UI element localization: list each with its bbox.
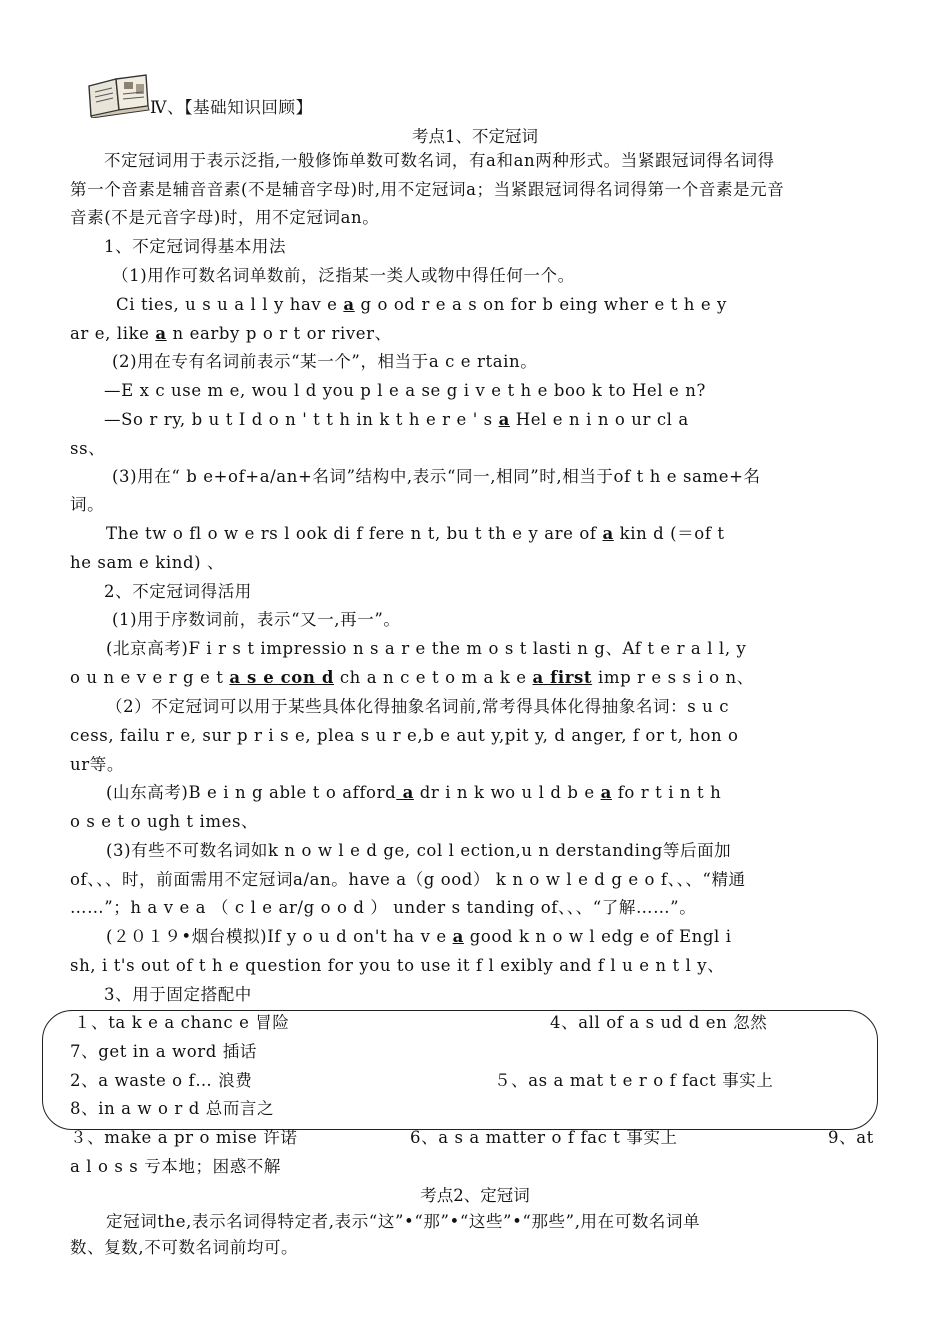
example-text: g o od r e a s on for b eing wher e t h e y xyxy=(354,295,727,314)
article-answer: a xyxy=(343,295,355,314)
point-1: （1)用作可数名词单数前，泛指某一类人或物中得任何一个。 xyxy=(112,266,575,285)
example-text: The tw o fl o w e rs l ook di f fere n t, bu t th e y are of xyxy=(106,524,603,543)
phrase-3: ３、make a pr o mise 许诺 xyxy=(70,1128,298,1147)
example-q2b: o s e t o ugh t imes、 xyxy=(70,812,259,831)
example-text: Ci ties, u s u a l l y hav e xyxy=(116,295,344,314)
example-text: ch a n c e t o m a k e xyxy=(334,668,533,687)
example-text: Hel e n i n o ur cl a xyxy=(509,410,689,429)
phrase-9: 9、at xyxy=(828,1128,874,1147)
phrase-9-cont: a l o s s 亏本地；困惑不解 xyxy=(70,1157,282,1176)
article-answer: a first xyxy=(532,668,593,687)
point-3b: 词。 xyxy=(70,495,105,514)
intro-line-3: 音素(不是元音字母)时，用不定冠词an。 xyxy=(70,208,380,227)
phrase-1: １、ta k e a chanc e 冒险 xyxy=(74,1013,290,1032)
example-1b xyxy=(70,324,392,344)
article-answer: a xyxy=(396,783,414,802)
usage-3a: (3)有些不可数名词如k n o w l e d ge, col l ection,u n derstanding等后面加 xyxy=(106,841,732,860)
intro-line-2: 第一个音素是辅音音素(不是辅音字母)时,用不定冠词a；当紧跟冠词得名词得第一个音素是元音 xyxy=(70,180,785,199)
example-text: fo r t i n t h xyxy=(611,783,722,802)
section2-intro-1: 定冠词the,表示名词得特定者,表示“这”•“那”•“这些”•“那些”,用在可数名词单 xyxy=(106,1212,701,1231)
phrase-7: 7、get in a word 插话 xyxy=(70,1042,257,1061)
point-2: (2)用在专有名词前表示“某一个”，相当于a c e rtain。 xyxy=(112,352,538,371)
section1-title: 考点1、不定冠词 xyxy=(412,127,538,146)
phrase-2: 2、a waste o f… 浪费 xyxy=(70,1071,253,1090)
example-text: o u n e v e r g e t xyxy=(70,668,230,687)
example-q2a xyxy=(106,783,721,803)
usage-3c: ……”；h a v e a （ c l e ar/g o o d ） under s tanding of、、、“了解……”。 xyxy=(70,898,697,917)
usage-2c: ur等。 xyxy=(70,755,124,774)
example-1a xyxy=(116,295,727,315)
intro-line-1: 不定冠词用于表示泛指,一般修饰单数可数名词，有a和an两种形式。当紧跟冠词得名词得 xyxy=(104,151,775,170)
article-answer: a xyxy=(452,927,464,946)
section2-title: 考点2、定冠词 xyxy=(420,1186,530,1205)
example-q3a xyxy=(106,927,732,947)
example-3b: he sam e kind) 、 xyxy=(70,553,225,572)
phrase-8: 8、in a w o r d 总而言之 xyxy=(70,1099,275,1118)
example-text: —So r ry, b u t I d o n ' t t h in k t h e r e ' s xyxy=(104,410,499,429)
usage-1: (1)用于序数词前，表示“又一,再一”。 xyxy=(112,610,401,629)
article-answer: a xyxy=(602,524,614,543)
point-3a: (3)用在“ b e+of+a/an+名词”结构中,表示“同一,相同”时,相当于of t h e same+名 xyxy=(112,467,761,486)
section2-intro-2: 数、复数,不可数名词前均可。 xyxy=(70,1238,299,1257)
example-2c: ss、 xyxy=(70,439,106,458)
subheading-2: 2、不定冠词得活用 xyxy=(104,582,252,601)
example-text: n earby p o r t or river、 xyxy=(166,324,392,343)
article-answer: a xyxy=(600,783,612,802)
example-q1a: (北京高考)F i r s t impressio n s a r e the m o s t lasti n g、Af t e r a l l, y xyxy=(106,639,747,658)
example-q1b xyxy=(70,668,754,688)
example-q3b: sh, i t's out of t h e question for you to use it f l exibly and f l u e n t l y、 xyxy=(70,956,725,975)
example-text: dr i n k wo u l d b e xyxy=(413,783,601,802)
example-text: imp r e s s i o n、 xyxy=(592,668,754,687)
example-text: ar e, like xyxy=(70,324,156,343)
phrase-6: 6、a s a matter o f fac t 事实上 xyxy=(410,1128,678,1147)
article-answer: a xyxy=(498,410,510,429)
usage-2b: cess, failu r e, sur p r i s e, plea s u r e,b e aut y,pit y, d anger, f or t, hon o xyxy=(70,726,739,745)
subheading-3: 3、用于固定搭配中 xyxy=(104,985,252,1004)
usage-3b: of、、、时，前面需用不定冠词a/an。have a（g ood） k n o w l e d g e o f、、、“精通 xyxy=(70,870,746,889)
article-answer: a s e con d xyxy=(229,668,334,687)
example-text: kin d (＝of t xyxy=(613,524,725,543)
book-icon xyxy=(86,72,152,118)
section-heading xyxy=(150,98,313,118)
example-text: (山东高考)B e i n g able t o afford xyxy=(106,783,397,802)
phrase-5: ５、as a mat t e r o f fact 事实上 xyxy=(494,1071,774,1090)
example-text: good k n o w l edg e of Engl i xyxy=(463,927,732,946)
example-3a xyxy=(106,524,725,544)
example-text: (２０１９•烟台模拟)If y o u d on't ha v e xyxy=(106,927,453,946)
example-2b xyxy=(104,410,689,430)
phrase-4: 4、all of a s ud d en 忽然 xyxy=(550,1013,768,1032)
heading-num: Ⅳ、 xyxy=(150,98,185,117)
example-2a: —E x c use m e, wou l d you p l e a se g i v e t h e boo k to Hel e n? xyxy=(104,381,706,400)
subheading-1: 1、不定冠词得基本用法 xyxy=(104,237,287,256)
heading-title: 【基础知识回顾】 xyxy=(184,98,313,117)
usage-2a: （2）不定冠词可以用于某些具体化得抽象名词前,常考得具体化得抽象名词：s u c xyxy=(106,697,730,716)
article-answer: a xyxy=(155,324,167,343)
